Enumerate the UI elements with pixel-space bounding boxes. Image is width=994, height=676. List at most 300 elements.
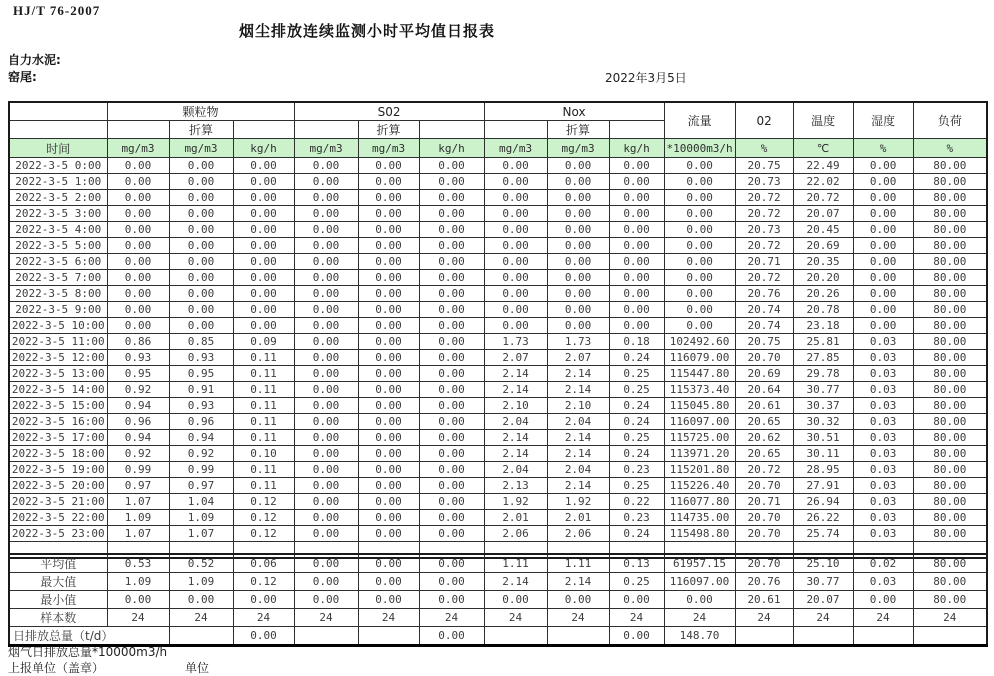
value-cell: 0.00	[609, 302, 664, 318]
value-cell: 2.01	[547, 510, 609, 526]
value-cell: 0.96	[169, 414, 233, 430]
summary-table	[8, 553, 988, 647]
value-cell: 80.00	[913, 510, 987, 526]
value-cell: 0.00	[484, 206, 547, 222]
value-cell: 0.00	[358, 462, 419, 478]
subheader-converted-nox: 折算	[547, 121, 609, 139]
value-cell: 0.00	[853, 174, 913, 190]
value-cell: 0.00	[609, 591, 664, 609]
value-cell: 0.00	[294, 446, 358, 462]
value-cell: 115447.80	[664, 366, 735, 382]
value-cell: 20.70	[735, 350, 793, 366]
value-cell: 0.00	[169, 286, 233, 302]
value-cell: 20.07	[793, 206, 853, 222]
table-row	[9, 510, 987, 526]
value-cell: 20.64	[735, 382, 793, 398]
value-cell: 0.00	[609, 222, 664, 238]
value-cell: 80.00	[913, 446, 987, 462]
value-cell: 0.00	[294, 222, 358, 238]
value-cell: 0.00	[294, 478, 358, 494]
value-cell: 80.00	[913, 591, 987, 609]
value-cell: 20.73	[735, 174, 793, 190]
value-cell: 0.00	[853, 591, 913, 609]
value-cell: 0.00	[233, 206, 294, 222]
value-cell: 0.11	[233, 462, 294, 478]
value-cell: 0.23	[609, 462, 664, 478]
value-cell: 115045.80	[664, 398, 735, 414]
value-cell: 0.00	[419, 222, 484, 238]
value-cell: 0.00	[419, 478, 484, 494]
value-cell: 23.18	[793, 318, 853, 334]
value-cell: 2.04	[547, 462, 609, 478]
total-value-cell	[358, 627, 419, 646]
value-cell: 0.11	[233, 414, 294, 430]
value-cell: 0.00	[294, 334, 358, 350]
value-cell: 0.10	[233, 446, 294, 462]
value-cell: 0.00	[547, 270, 609, 286]
value-cell: 0.00	[294, 318, 358, 334]
table-row	[9, 573, 987, 591]
value-cell: 0.00	[358, 254, 419, 270]
value-cell: 0.03	[853, 414, 913, 430]
value-cell: 0.00	[484, 591, 547, 609]
value-cell: 0.00	[107, 238, 169, 254]
value-cell: 25.10	[793, 554, 853, 573]
value-cell: 0.00	[294, 158, 358, 174]
value-cell: 0.00	[547, 222, 609, 238]
value-cell: 1.07	[169, 526, 233, 542]
total-value-cell: 0.00	[233, 627, 294, 646]
row-label-cell: 2022-3-5 6:00	[9, 254, 107, 270]
value-cell: 0.00	[419, 526, 484, 542]
value-cell: 0.00	[233, 158, 294, 174]
value-cell: 0.00	[484, 286, 547, 302]
value-cell: 0.00	[419, 462, 484, 478]
value-cell: 0.11	[233, 398, 294, 414]
value-cell: 0.00	[358, 206, 419, 222]
value-cell: 0.00	[664, 158, 735, 174]
value-cell: 2.14	[547, 446, 609, 462]
row-label-cell: 2022-3-5 0:00	[9, 158, 107, 174]
table-row	[9, 270, 987, 286]
row-label-cell: 2022-3-5 2:00	[9, 190, 107, 206]
col-humidity: 湿度	[853, 102, 913, 139]
unit-cell: mg/m3	[107, 139, 169, 158]
value-cell: 0.00	[419, 414, 484, 430]
value-cell: 2.14	[484, 430, 547, 446]
value-cell: 0.00	[169, 254, 233, 270]
standard-code: HJ/T 76-2007	[13, 3, 101, 18]
value-cell: 0.00	[664, 591, 735, 609]
value-cell: 0.00	[664, 286, 735, 302]
value-cell: 0.93	[169, 398, 233, 414]
value-cell: 0.92	[107, 382, 169, 398]
value-cell: 2.06	[484, 526, 547, 542]
row-label-cell: 2022-3-5 15:00	[9, 398, 107, 414]
value-cell: 0.00	[233, 270, 294, 286]
value-cell: 80.00	[913, 526, 987, 542]
value-cell: 0.09	[233, 334, 294, 350]
value-cell: 20.70	[735, 478, 793, 494]
value-cell: 24	[484, 609, 547, 627]
value-cell: 0.00	[664, 190, 735, 206]
table-row	[9, 334, 987, 350]
value-cell: 115201.80	[664, 462, 735, 478]
value-cell: 0.00	[294, 270, 358, 286]
value-cell: 24	[664, 609, 735, 627]
value-cell: 1.73	[484, 334, 547, 350]
value-cell: 0.00	[419, 318, 484, 334]
value-cell: 0.93	[169, 350, 233, 366]
value-cell: 0.00	[484, 238, 547, 254]
value-cell: 115725.00	[664, 430, 735, 446]
value-cell: 0.00	[358, 414, 419, 430]
value-cell: 0.00	[294, 190, 358, 206]
value-cell: 0.00	[294, 366, 358, 382]
value-cell: 0.00	[419, 238, 484, 254]
value-cell: 0.11	[233, 350, 294, 366]
value-cell: 0.03	[853, 462, 913, 478]
value-cell: 0.25	[609, 382, 664, 398]
value-cell: 0.00	[358, 318, 419, 334]
row-label-cell: 平均值	[9, 554, 107, 573]
value-cell: 20.62	[735, 430, 793, 446]
value-cell: 80.00	[913, 334, 987, 350]
value-cell: 24	[419, 609, 484, 627]
value-cell: 0.00	[358, 334, 419, 350]
value-cell: 0.00	[419, 366, 484, 382]
value-cell: 0.00	[484, 302, 547, 318]
table-row	[9, 158, 987, 174]
value-cell: 2.04	[484, 462, 547, 478]
value-cell: 0.00	[358, 286, 419, 302]
value-cell: 0.00	[358, 238, 419, 254]
value-cell: 0.12	[233, 573, 294, 591]
value-cell: 0.00	[107, 158, 169, 174]
value-cell: 0.00	[419, 494, 484, 510]
value-cell: 0.00	[107, 174, 169, 190]
value-cell: 24	[735, 609, 793, 627]
table-row	[9, 238, 987, 254]
value-cell: 2.14	[547, 573, 609, 591]
unit-cell: kg/h	[609, 139, 664, 158]
value-cell: 116077.80	[664, 494, 735, 510]
subheader-converted-so2: 折算	[358, 121, 419, 139]
value-cell: 2.14	[547, 478, 609, 494]
value-cell: 20.70	[735, 510, 793, 526]
value-cell: 0.00	[294, 414, 358, 430]
value-cell: 20.20	[793, 270, 853, 286]
value-cell: 0.24	[609, 446, 664, 462]
row-label-cell: 2022-3-5 23:00	[9, 526, 107, 542]
value-cell: 0.99	[107, 462, 169, 478]
value-cell: 0.00	[358, 446, 419, 462]
value-cell: 1.07	[107, 526, 169, 542]
table-row	[9, 206, 987, 222]
value-cell: 0.00	[664, 206, 735, 222]
value-cell: 0.00	[609, 254, 664, 270]
value-cell: 0.00	[294, 254, 358, 270]
value-cell: 0.00	[853, 254, 913, 270]
value-cell: 0.94	[169, 430, 233, 446]
value-cell: 30.32	[793, 414, 853, 430]
value-cell: 0.24	[609, 414, 664, 430]
value-cell: 0.00	[169, 174, 233, 190]
value-cell: 80.00	[913, 190, 987, 206]
table-row	[9, 286, 987, 302]
value-cell: 80.00	[913, 206, 987, 222]
subheader-converted-pm: 折算	[169, 121, 233, 139]
value-cell: 80.00	[913, 286, 987, 302]
value-cell: 80.00	[913, 158, 987, 174]
value-cell: 20.70	[735, 554, 793, 573]
company-label: 自力水泥:	[8, 53, 61, 67]
value-cell: 0.92	[169, 446, 233, 462]
row-label-cell: 2022-3-5 7:00	[9, 270, 107, 286]
value-cell: 20.26	[793, 286, 853, 302]
value-cell: 2.04	[547, 414, 609, 430]
value-cell: 0.00	[107, 591, 169, 609]
value-cell: 0.00	[547, 254, 609, 270]
value-cell: 0.00	[358, 430, 419, 446]
empty-cell	[9, 121, 107, 139]
value-cell: 80.00	[913, 494, 987, 510]
value-cell: 0.00	[609, 270, 664, 286]
value-cell: 20.61	[735, 398, 793, 414]
value-cell: 0.00	[169, 206, 233, 222]
table-row	[9, 382, 987, 398]
value-cell: 0.06	[233, 554, 294, 573]
value-cell: 0.00	[169, 270, 233, 286]
row-label-cell: 2022-3-5 3:00	[9, 206, 107, 222]
value-cell: 30.51	[793, 430, 853, 446]
row-label-cell: 最小值	[9, 591, 107, 609]
table-row	[9, 366, 987, 382]
value-cell: 24	[609, 609, 664, 627]
value-cell: 1.09	[107, 573, 169, 591]
unit-cell: mg/m3	[484, 139, 547, 158]
value-cell: 0.23	[609, 510, 664, 526]
table-row	[9, 478, 987, 494]
value-cell: 28.95	[793, 462, 853, 478]
value-cell: 2.14	[484, 573, 547, 591]
value-cell: 0.00	[609, 286, 664, 302]
value-cell: 115373.40	[664, 382, 735, 398]
table-row	[9, 350, 987, 366]
value-cell: 0.00	[484, 222, 547, 238]
value-cell: 0.00	[664, 254, 735, 270]
value-cell: 2.01	[484, 510, 547, 526]
value-cell: 0.00	[547, 318, 609, 334]
value-cell: 30.77	[793, 382, 853, 398]
value-cell: 0.25	[609, 478, 664, 494]
value-cell: 0.00	[419, 334, 484, 350]
value-cell: 80.00	[913, 270, 987, 286]
value-cell: 0.03	[853, 334, 913, 350]
value-cell: 20.35	[793, 254, 853, 270]
value-cell: 0.92	[107, 446, 169, 462]
value-cell: 20.74	[735, 318, 793, 334]
group-particulate: 颗粒物	[107, 102, 294, 121]
unit-cell: kg/h	[233, 139, 294, 158]
value-cell: 20.72	[735, 270, 793, 286]
value-cell: 0.00	[853, 270, 913, 286]
value-cell: 0.00	[419, 573, 484, 591]
value-cell: 80.00	[913, 254, 987, 270]
value-cell: 80.00	[913, 174, 987, 190]
value-cell: 0.00	[484, 158, 547, 174]
row-label-cell: 2022-3-5 8:00	[9, 286, 107, 302]
total-row-label: 日排放总量（t/d）	[9, 627, 169, 646]
unit-cell: %	[735, 139, 793, 158]
value-cell: 20.69	[793, 238, 853, 254]
value-cell: 0.00	[484, 174, 547, 190]
row-label-cell: 2022-3-5 11:00	[9, 334, 107, 350]
value-cell: 1.09	[107, 510, 169, 526]
value-cell: 0.00	[294, 398, 358, 414]
row-label-cell: 2022-3-5 22:00	[9, 510, 107, 526]
table-row	[9, 398, 987, 414]
value-cell: 0.00	[419, 254, 484, 270]
value-cell: 0.00	[664, 238, 735, 254]
value-cell: 0.00	[107, 190, 169, 206]
col-flow: 流量	[664, 102, 735, 139]
table-row	[9, 526, 987, 542]
value-cell: 0.95	[169, 366, 233, 382]
value-cell: 0.93	[107, 350, 169, 366]
value-cell: 0.97	[107, 478, 169, 494]
value-cell: 0.00	[233, 591, 294, 609]
value-cell: 0.03	[853, 366, 913, 382]
value-cell: 115498.80	[664, 526, 735, 542]
table-row	[9, 462, 987, 478]
value-cell: 0.00	[358, 302, 419, 318]
value-cell: 0.00	[609, 174, 664, 190]
row-label-cell: 2022-3-5 16:00	[9, 414, 107, 430]
value-cell: 0.13	[609, 554, 664, 573]
value-cell: 20.73	[735, 222, 793, 238]
value-cell: 80.00	[913, 478, 987, 494]
value-cell: 0.00	[294, 174, 358, 190]
value-cell: 2.07	[547, 350, 609, 366]
value-cell: 0.53	[107, 554, 169, 573]
value-cell: 0.00	[107, 270, 169, 286]
value-cell: 2.14	[484, 382, 547, 398]
value-cell: 80.00	[913, 414, 987, 430]
value-cell: 0.00	[358, 478, 419, 494]
value-cell: 24	[107, 609, 169, 627]
value-cell: 0.00	[358, 398, 419, 414]
value-cell: 0.00	[294, 302, 358, 318]
value-cell: 24	[853, 609, 913, 627]
value-cell: 0.00	[547, 158, 609, 174]
value-cell: 0.00	[547, 206, 609, 222]
value-cell: 0.00	[419, 350, 484, 366]
group-nox: Nox	[484, 102, 664, 121]
value-cell: 2.14	[547, 382, 609, 398]
value-cell: 0.97	[169, 478, 233, 494]
value-cell: 0.52	[169, 554, 233, 573]
total-value-cell	[735, 627, 793, 646]
unit-cell: %	[913, 139, 987, 158]
value-cell: 0.00	[609, 238, 664, 254]
value-cell: 0.00	[853, 190, 913, 206]
total-value-cell	[853, 627, 913, 646]
table-row	[9, 554, 987, 573]
value-cell: 0.00	[233, 174, 294, 190]
value-cell: 0.94	[107, 430, 169, 446]
value-cell: 0.00	[233, 190, 294, 206]
value-cell: 0.00	[358, 270, 419, 286]
table-row	[9, 609, 987, 627]
value-cell: 0.00	[294, 526, 358, 542]
value-cell: 2.04	[484, 414, 547, 430]
value-cell: 113971.20	[664, 446, 735, 462]
value-cell: 116097.00	[664, 573, 735, 591]
row-label-cell: 2022-3-5 10:00	[9, 318, 107, 334]
value-cell: 0.00	[294, 554, 358, 573]
value-cell: 0.00	[169, 591, 233, 609]
value-cell: 1.11	[484, 554, 547, 573]
value-cell: 1.09	[169, 510, 233, 526]
value-cell: 0.00	[484, 270, 547, 286]
table-row	[9, 446, 987, 462]
value-cell: 0.00	[547, 286, 609, 302]
value-cell: 2.10	[484, 398, 547, 414]
row-label-cell: 2022-3-5 19:00	[9, 462, 107, 478]
value-cell: 0.00	[107, 206, 169, 222]
value-cell: 0.00	[294, 286, 358, 302]
value-cell: 0.00	[169, 302, 233, 318]
value-cell: 0.00	[358, 366, 419, 382]
value-cell: 1.92	[547, 494, 609, 510]
value-cell: 0.00	[609, 206, 664, 222]
value-cell: 20.45	[793, 222, 853, 238]
row-label-cell: 2022-3-5 20:00	[9, 478, 107, 494]
value-cell: 80.00	[913, 430, 987, 446]
value-cell: 0.12	[233, 494, 294, 510]
header-group-row	[9, 102, 987, 121]
value-cell: 24	[358, 609, 419, 627]
value-cell: 2.10	[547, 398, 609, 414]
value-cell: 0.00	[233, 286, 294, 302]
value-cell: 0.12	[233, 526, 294, 542]
value-cell: 0.00	[664, 222, 735, 238]
table-row	[9, 174, 987, 190]
value-cell: 0.95	[107, 366, 169, 382]
value-cell: 0.00	[419, 382, 484, 398]
value-cell: 0.00	[294, 591, 358, 609]
row-label-cell: 最大值	[9, 573, 107, 591]
monitoring-table	[8, 101, 988, 559]
value-cell: 0.00	[484, 254, 547, 270]
value-cell: 0.00	[358, 382, 419, 398]
value-cell: 0.25	[609, 573, 664, 591]
value-cell: 24	[793, 609, 853, 627]
value-cell: 0.00	[294, 494, 358, 510]
table-row	[9, 494, 987, 510]
value-cell: 24	[547, 609, 609, 627]
value-cell: 0.00	[169, 222, 233, 238]
total-value-cell	[913, 627, 987, 646]
row-label-cell: 2022-3-5 5:00	[9, 238, 107, 254]
value-cell: 80.00	[913, 462, 987, 478]
value-cell: 1.92	[484, 494, 547, 510]
value-cell: 20.72	[735, 462, 793, 478]
unit-cell: mg/m3	[547, 139, 609, 158]
value-cell: 0.03	[853, 573, 913, 591]
value-cell: 0.11	[233, 430, 294, 446]
